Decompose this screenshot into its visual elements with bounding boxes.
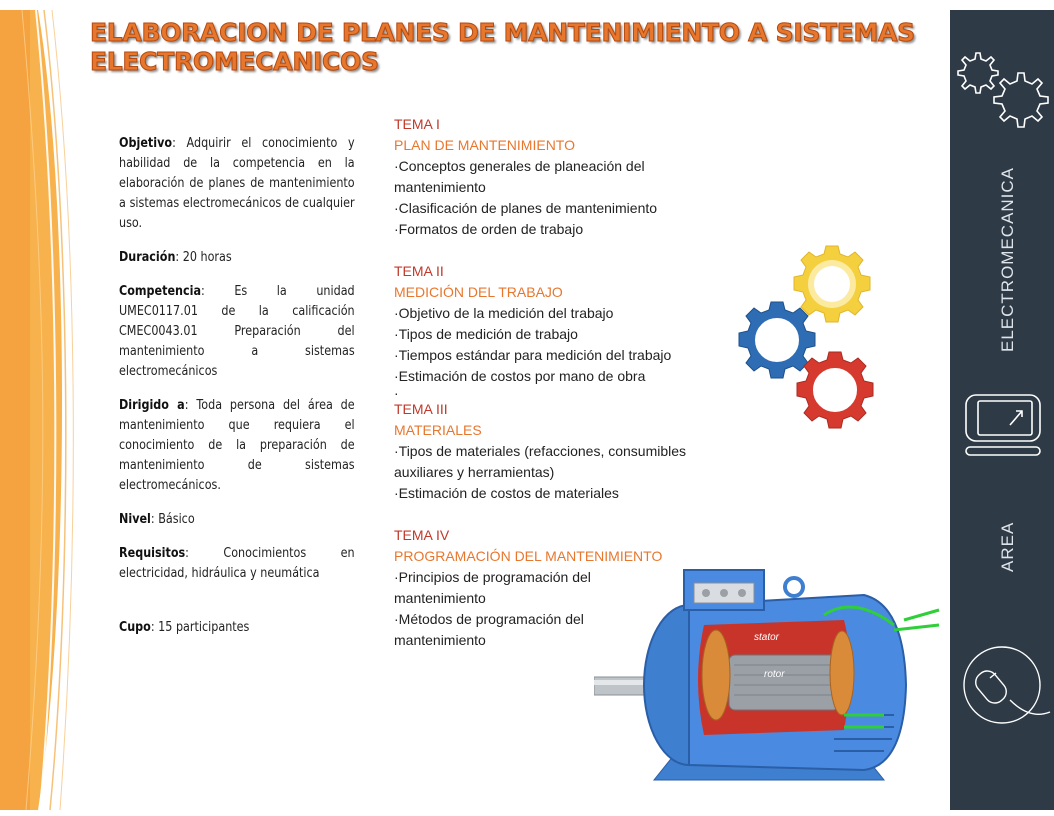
competencia-label: Competencia <box>119 284 202 299</box>
nivel-paragraph: Nivel: Básico <box>119 512 195 527</box>
requisitos-label: Requisitos <box>119 546 186 561</box>
topic-block <box>394 399 724 504</box>
dirigido-text: Toda persona del área de mantenimiento que requiera el conocimiento de la preparación de mantenimiento de sistemas electromecánicos. <box>119 398 355 493</box>
electric-motor-cutaway-image <box>594 565 944 795</box>
topic-item: ·Tiempos estándar para medición del trabajo <box>394 347 672 363</box>
rotor-label: rotor <box>764 669 785 680</box>
cupo-text: 15 participantes <box>158 620 250 635</box>
topic-heading: TEMA I <box>394 116 440 132</box>
objetivo-paragraph: Objetivo: Adquirir el conocimiento y habilidad de la competencia en la elaboración de planes de mantenimiento a sistemas electromecánicos de cualquier uso. <box>119 136 355 231</box>
sidebar-gears-icon <box>950 35 1054 155</box>
red-gear-icon <box>797 352 873 428</box>
topic-item: ·Clasificación de planes de mantenimiento <box>394 200 658 216</box>
topic-item: ·Estimación de costos por mano de obra <box>394 368 646 384</box>
objetivo-label: Objetivo <box>119 136 173 151</box>
topic-item: ·Tipos de medición de trabajo <box>394 326 578 342</box>
topic-item: ·Estimación de costos de materiales <box>394 485 619 501</box>
topic-block <box>394 525 663 651</box>
sidebar-label-electromecanica: ELECTROMECANICA <box>998 166 1017 352</box>
topic-subheading: MATERIALES <box>394 422 482 438</box>
mouse-icon <box>950 640 1054 730</box>
monitor-icon <box>950 385 1054 465</box>
topic-heading: TEMA IV <box>394 527 450 543</box>
duracion-label: Duración <box>119 250 176 265</box>
topic-item: ·Métodos de programación del mantenimiento <box>394 611 584 648</box>
cupo-paragraph: Cupo: 15 participantes <box>119 620 250 635</box>
course-info <box>119 134 355 652</box>
topic-item: ·Objetivo de la medición del trabajo <box>394 305 614 321</box>
gears-illustration <box>735 242 885 437</box>
topic-subheading: PLAN DE MANTENIMIENTO <box>394 137 575 153</box>
competencia-text: Es la unidad UMEC0117.01 de la calificación CMEC0043.01 Preparación del mantenimiento a sistemas electromecánicos <box>119 284 355 379</box>
duracion-text: 20 horas <box>182 250 232 265</box>
objetivo-text: Adquirir el conocimiento y habilidad de la competencia en la elaboración de planes de mantenimiento a sistemas electromecánicos de cualquier uso. <box>119 136 355 231</box>
sidebar-label-area: AREA <box>998 521 1017 572</box>
right-sidebar <box>950 10 1054 810</box>
cupo-label: Cupo <box>119 620 151 635</box>
topic-heading: TEMA III <box>394 401 448 417</box>
topic-item: ·Principios de programación del mantenimiento <box>394 569 591 606</box>
dirigido-paragraph: Dirigido a: Toda persona del área de mantenimiento que requiera el conocimiento de la preparación de mantenimiento de sistemas electromecánicos. <box>119 398 355 493</box>
blue-gear-icon <box>739 302 815 378</box>
topic-heading: TEMA II <box>394 263 444 279</box>
requisitos-text: Conocimientos en electricidad, hidráulica y neumática <box>119 546 355 581</box>
topic-item: ·Conceptos generales de planeación del mantenimiento <box>394 158 645 195</box>
page-title: ELABORACION DE PLANES DE MANTENIMIENTO A SISTEMAS ELECTROMECANICOS <box>90 18 915 76</box>
topic-subheading: PROGRAMACIÓN DEL MANTENIMIENTO <box>394 548 663 564</box>
decorative-orange-band <box>0 0 90 816</box>
competencia-paragraph: Competencia: Es la unidad UMEC0117.01 de la calificación CMEC0043.01 Preparación del mantenimiento a sistemas electromecánicos <box>119 284 355 379</box>
topic-block <box>394 114 724 240</box>
topic-subheading: MEDICIÓN DEL TRABAJO <box>394 284 563 300</box>
nivel-label: Nivel <box>119 512 151 527</box>
duracion-paragraph: Duración: 20 horas <box>119 250 232 265</box>
stator-label: stator <box>754 632 780 643</box>
topic-item: ·Tipos de materiales (refacciones, consumibles auxiliares y herramientas) <box>394 443 687 480</box>
requisitos-paragraph: Requisitos: Conocimientos en electricidad, hidráulica y neumática <box>119 546 355 581</box>
yellow-gear-icon <box>794 246 870 322</box>
dirigido-label: Dirigido a <box>119 398 185 413</box>
nivel-text: Básico <box>158 512 195 527</box>
topic-item: · <box>394 385 399 401</box>
topic-item: ·Formatos de orden de trabajo <box>394 221 584 237</box>
topic-block <box>394 261 724 399</box>
